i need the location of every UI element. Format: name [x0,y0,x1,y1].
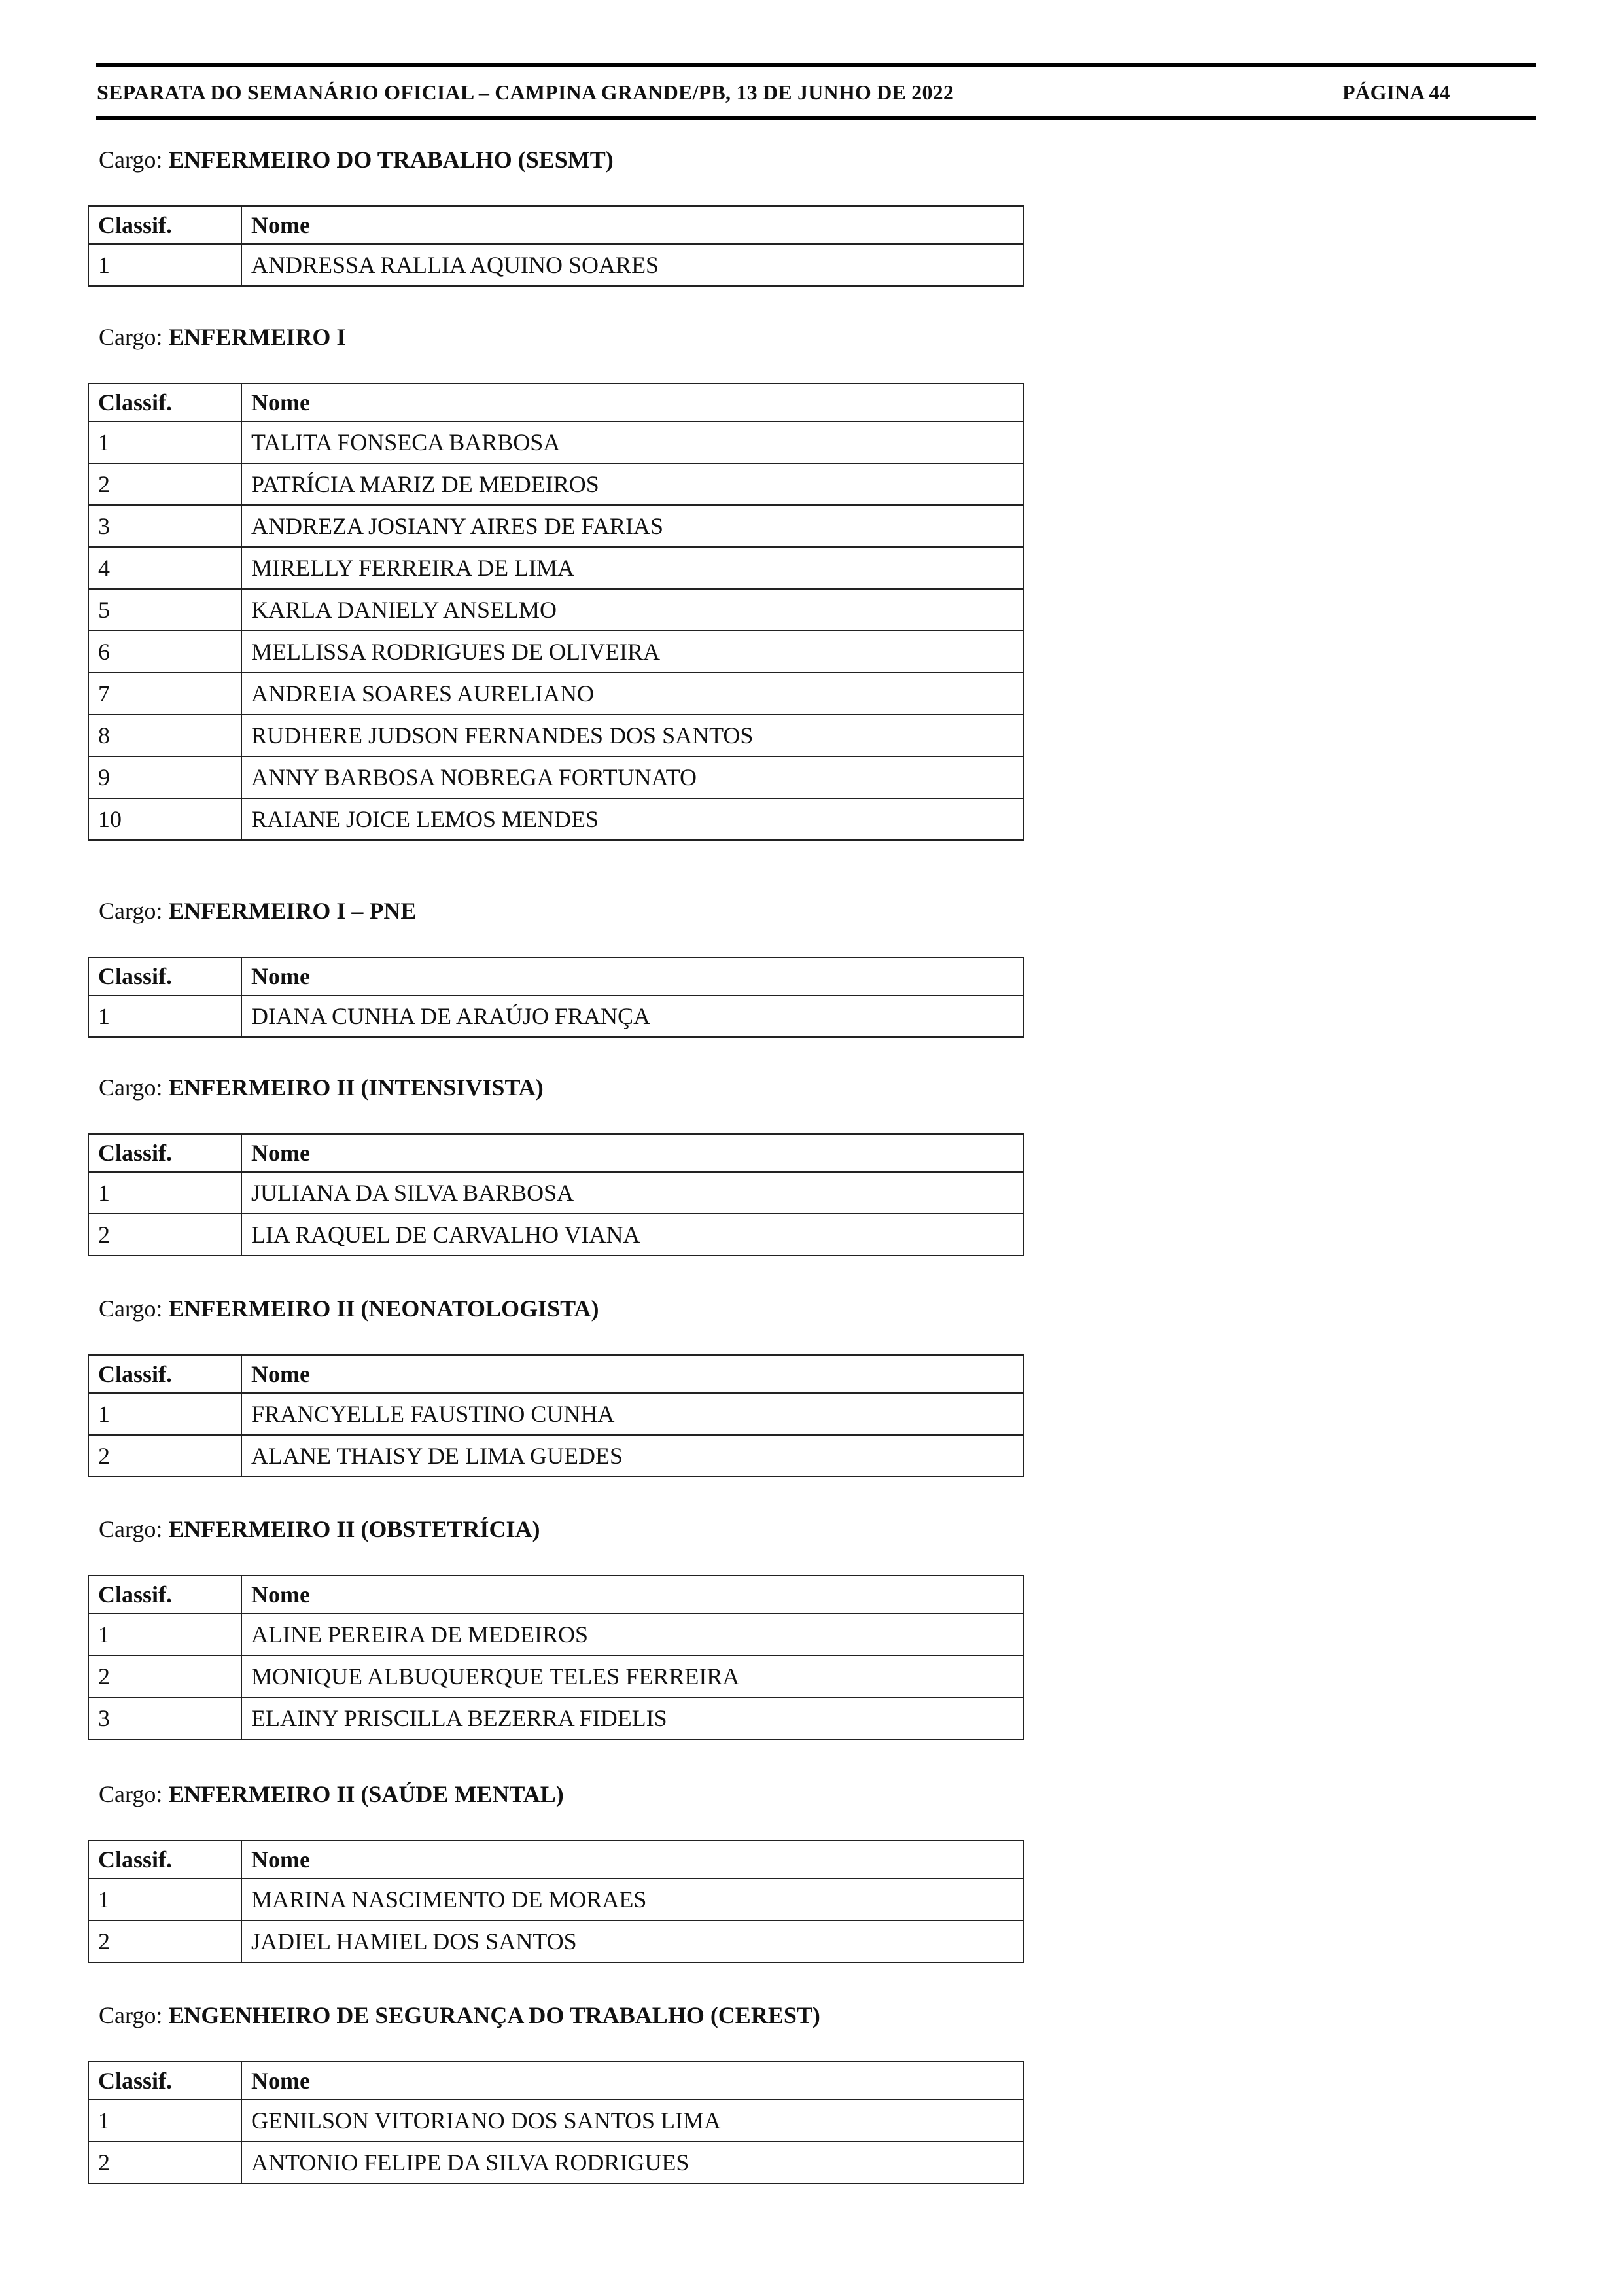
table-row [88,463,1024,505]
cargo-title: ENFERMEIRO DO TRABALHO (SESMT) [168,147,614,173]
column-header-classif: Classif. [88,383,241,421]
table-row [88,421,1024,463]
table-header-row [88,1355,1024,1393]
cargo-title: ENFERMEIRO II (INTENSIVISTA) [168,1074,544,1101]
classification-table [88,1840,1024,1963]
classif-cell: 1 [88,995,241,1037]
column-header-classif: Classif. [88,957,241,995]
column-header-nome: Nome [241,1576,1024,1614]
nome-cell: JULIANA DA SILVA BARBOSA [241,1172,1024,1214]
nome-cell: MELLISSA RODRIGUES DE OLIVEIRA [241,631,1024,673]
classif-cell: 6 [88,631,241,673]
cargo-heading [99,145,614,174]
table-row [88,1172,1024,1214]
table-row [88,1920,1024,1962]
classification-table [88,1354,1024,1477]
table-row [88,715,1024,756]
cargo-title: ENFERMEIRO I [168,324,346,350]
page-header [96,63,1536,120]
table-row [88,1655,1024,1697]
column-header-nome: Nome [241,1355,1024,1393]
column-header-classif: Classif. [88,1576,241,1614]
classification-table [88,2061,1024,2184]
classif-cell: 2 [88,1655,241,1697]
classification-table [88,1133,1024,1256]
table-header-row [88,2062,1024,2100]
nome-cell: ANNY BARBOSA NOBREGA FORTUNATO [241,756,1024,798]
table-row [88,2142,1024,2183]
column-header-classif: Classif. [88,206,241,244]
classif-cell: 3 [88,505,241,547]
classif-cell: 2 [88,1214,241,1256]
table-row [88,1614,1024,1655]
classif-cell: 1 [88,244,241,286]
column-header-nome: Nome [241,206,1024,244]
table-row [88,1393,1024,1435]
classif-cell: 10 [88,798,241,840]
column-header-classif: Classif. [88,2062,241,2100]
table-row [88,1697,1024,1739]
classif-cell: 5 [88,589,241,631]
table-header-row [88,1576,1024,1614]
nome-cell: ANDRESSA RALLIA AQUINO SOARES [241,244,1024,286]
classif-cell: 4 [88,547,241,589]
cargo-label: Cargo: [99,1781,163,1807]
table-row [88,756,1024,798]
nome-cell: DIANA CUNHA DE ARAÚJO FRANÇA [241,995,1024,1037]
nome-cell: KARLA DANIELY ANSELMO [241,589,1024,631]
table-row [88,1435,1024,1477]
column-header-nome: Nome [241,1134,1024,1172]
cargo-heading [99,1515,540,1544]
classification-table [88,1575,1024,1740]
classification-table [88,957,1024,1038]
table-row [88,798,1024,840]
cargo-label: Cargo: [99,324,163,350]
classif-cell: 2 [88,2142,241,2183]
classif-cell: 3 [88,1697,241,1739]
nome-cell: MARINA NASCIMENTO DE MORAES [241,1879,1024,1920]
table-header-row [88,1841,1024,1879]
classif-cell: 1 [88,1614,241,1655]
cargo-label: Cargo: [99,2002,163,2028]
table-row [88,244,1024,286]
classif-cell: 2 [88,463,241,505]
nome-cell: MONIQUE ALBUQUERQUE TELES FERREIRA [241,1655,1024,1697]
table-row [88,631,1024,673]
cargo-label: Cargo: [99,1074,163,1101]
table-header-row [88,1134,1024,1172]
column-header-classif: Classif. [88,1841,241,1879]
cargo-heading [99,323,345,351]
table-row [88,995,1024,1037]
page-number: PÁGINA 44 [1342,80,1450,104]
nome-cell: JADIEL HAMIEL DOS SANTOS [241,1920,1024,1962]
cargo-label: Cargo: [99,898,163,924]
classif-cell: 1 [88,1172,241,1214]
cargo-title: ENFERMEIRO II (OBSTETRÍCIA) [168,1516,540,1542]
table-header-row [88,206,1024,244]
nome-cell: PATRÍCIA MARIZ DE MEDEIROS [241,463,1024,505]
publication-title: SEPARATA DO SEMANÁRIO OFICIAL – CAMPINA GRANDE/PB, 13 DE JUNHO DE 2022 [97,80,954,104]
classif-cell: 1 [88,1879,241,1920]
nome-cell: ANTONIO FELIPE DA SILVA RODRIGUES [241,2142,1024,2183]
classif-cell: 1 [88,1393,241,1435]
table-row [88,505,1024,547]
classif-cell: 2 [88,1435,241,1477]
nome-cell: ALANE THAISY DE LIMA GUEDES [241,1435,1024,1477]
cargo-title: ENFERMEIRO I – PNE [168,898,417,924]
classif-cell: 1 [88,421,241,463]
nome-cell: ANDREIA SOARES AURELIANO [241,673,1024,715]
classification-table [88,205,1024,287]
cargo-label: Cargo: [99,1516,163,1542]
classif-cell: 9 [88,756,241,798]
cargo-title: ENFERMEIRO II (NEONATOLOGISTA) [168,1296,599,1322]
nome-cell: LIA RAQUEL DE CARVALHO VIANA [241,1214,1024,1256]
nome-cell: FRANCYELLE FAUSTINO CUNHA [241,1393,1024,1435]
cargo-heading [99,896,416,925]
column-header-classif: Classif. [88,1134,241,1172]
cargo-title: ENFERMEIRO II (SAÚDE MENTAL) [168,1781,564,1807]
table-row [88,673,1024,715]
cargo-heading [99,1294,599,1323]
table-header-row [88,957,1024,995]
nome-cell: TALITA FONSECA BARBOSA [241,421,1024,463]
nome-cell: ALINE PEREIRA DE MEDEIROS [241,1614,1024,1655]
column-header-nome: Nome [241,1841,1024,1879]
nome-cell: RAIANE JOICE LEMOS MENDES [241,798,1024,840]
column-header-nome: Nome [241,2062,1024,2100]
classif-cell: 1 [88,2100,241,2142]
nome-cell: ELAINY PRISCILLA BEZERRA FIDELIS [241,1697,1024,1739]
cargo-heading [99,1073,544,1102]
classification-table [88,383,1024,841]
cargo-label: Cargo: [99,147,163,173]
table-header-row [88,383,1024,421]
classif-cell: 2 [88,1920,241,1962]
nome-cell: RUDHERE JUDSON FERNANDES DOS SANTOS [241,715,1024,756]
cargo-heading [99,1780,564,1809]
nome-cell: ANDREZA JOSIANY AIRES DE FARIAS [241,505,1024,547]
classif-cell: 7 [88,673,241,715]
nome-cell: MIRELLY FERREIRA DE LIMA [241,547,1024,589]
table-row [88,589,1024,631]
column-header-nome: Nome [241,957,1024,995]
table-row [88,2100,1024,2142]
column-header-classif: Classif. [88,1355,241,1393]
cargo-label: Cargo: [99,1296,163,1322]
classif-cell: 8 [88,715,241,756]
table-row [88,1879,1024,1920]
nome-cell: GENILSON VITORIANO DOS SANTOS LIMA [241,2100,1024,2142]
column-header-nome: Nome [241,383,1024,421]
cargo-heading [99,2001,820,2030]
cargo-title: ENGENHEIRO DE SEGURANÇA DO TRABALHO (CEREST) [168,2002,820,2028]
table-row [88,547,1024,589]
table-row [88,1214,1024,1256]
